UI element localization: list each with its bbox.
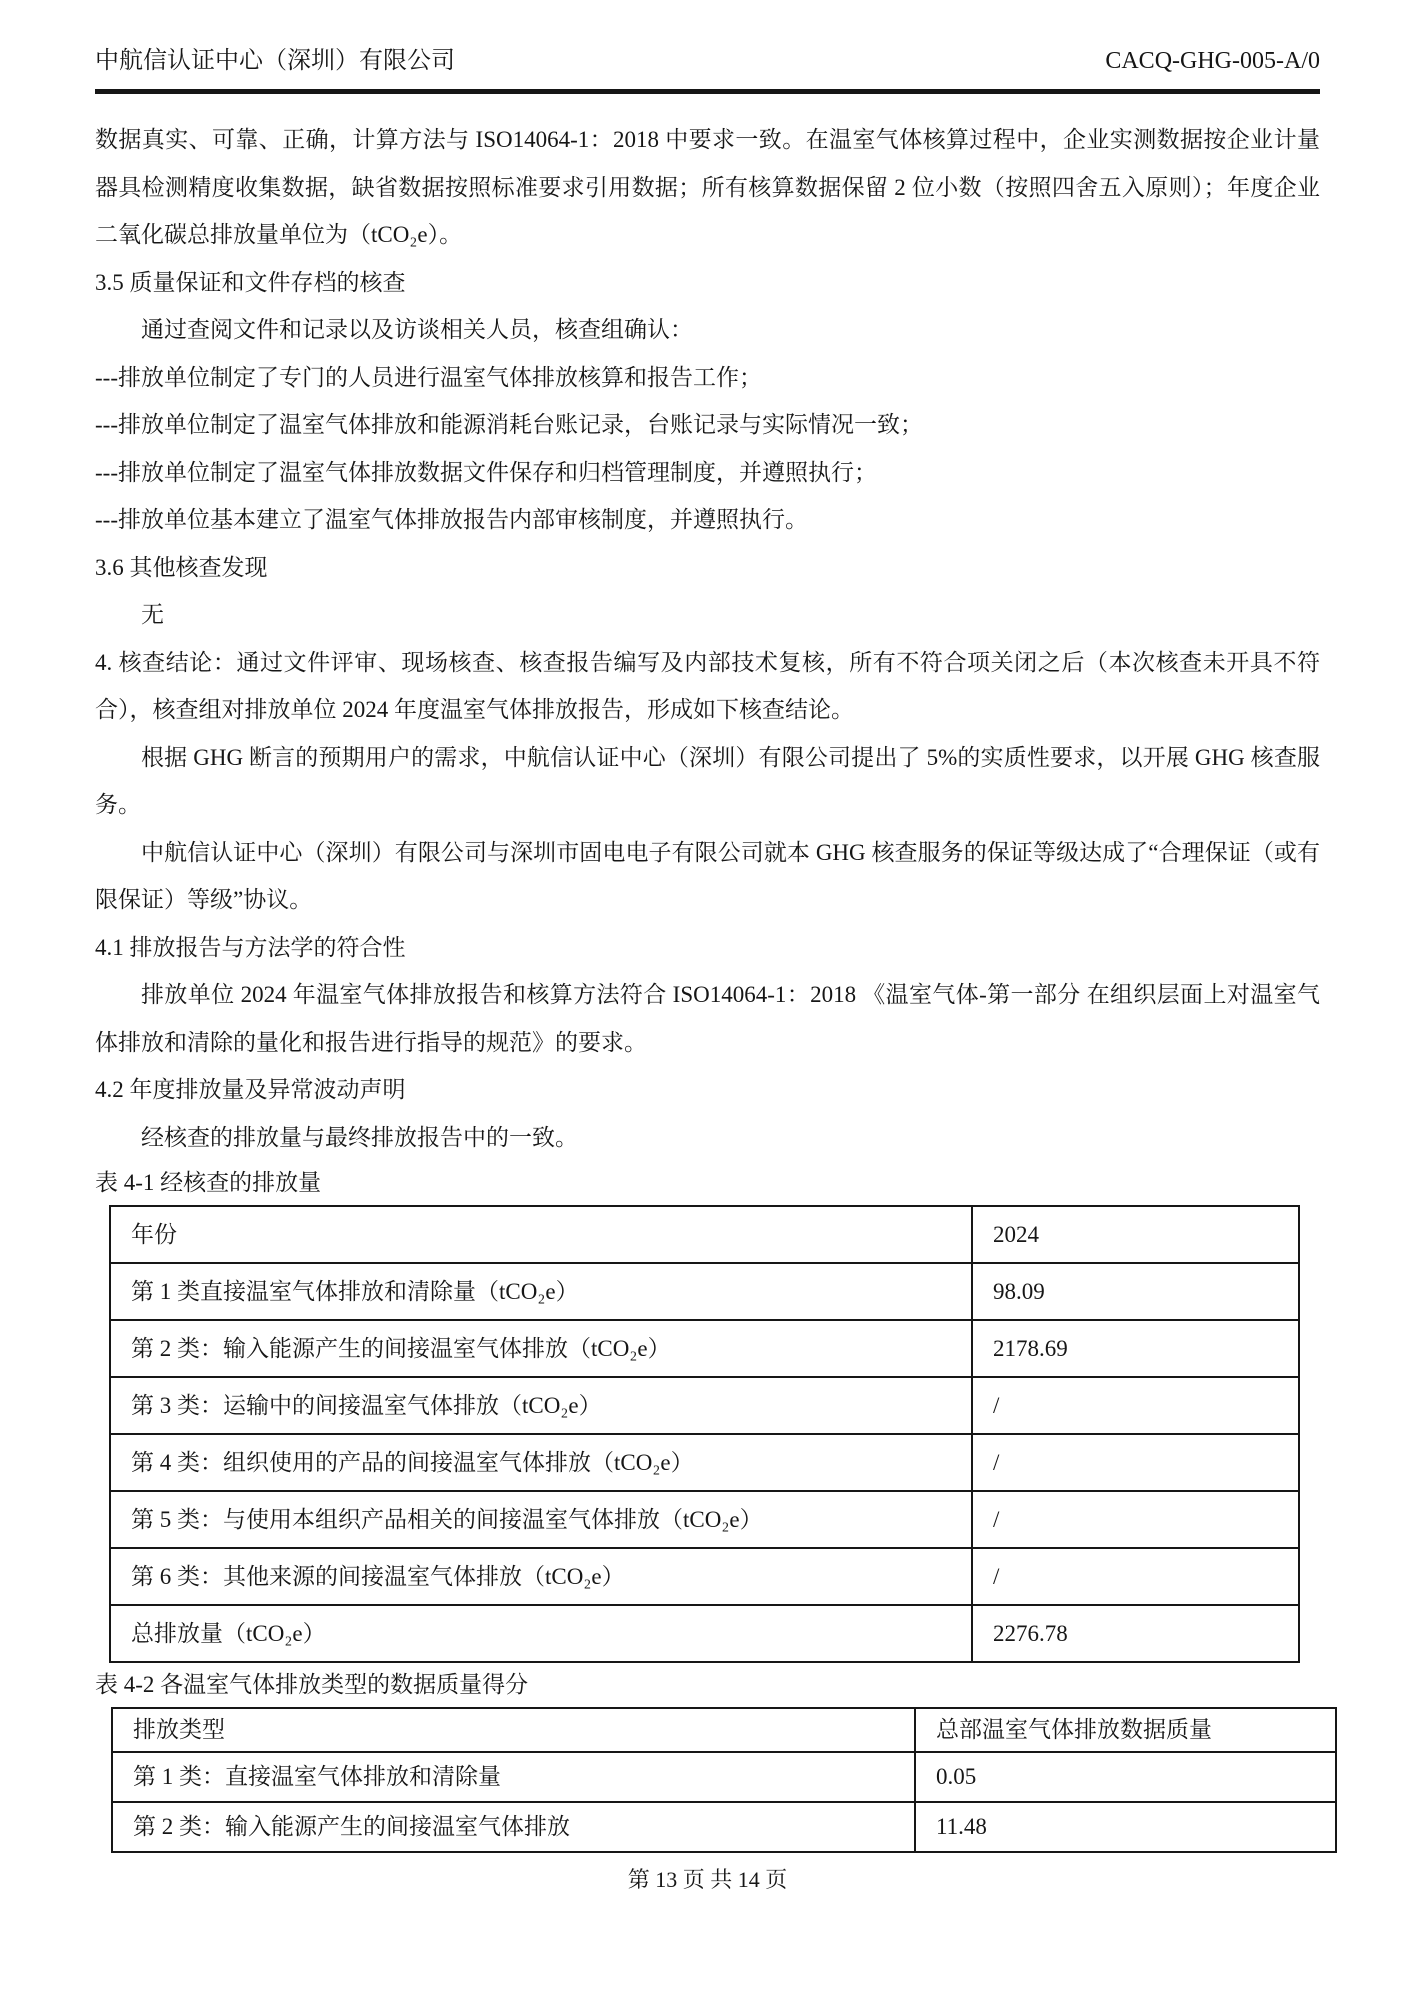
row-label: 第 1 类：直接温室气体排放和清除量 [112, 1752, 915, 1802]
row-value: / [972, 1548, 1299, 1605]
row-value: / [972, 1377, 1299, 1434]
table-row [110, 1263, 1299, 1320]
header-company-name: 中航信认证中心（深圳）有限公司 [95, 48, 455, 74]
document-body [95, 94, 1320, 1895]
row-value: 11.48 [915, 1802, 1336, 1852]
row-label: 第 4 类：组织使用的产品的间接温室气体排放（tCO₂e） [110, 1434, 972, 1491]
table-row [110, 1434, 1299, 1491]
table-row [110, 1548, 1299, 1605]
header-doc-number: CACQ-GHG-005-A/0 [1105, 48, 1320, 74]
table-row [110, 1377, 1299, 1434]
row-value: 2024 [972, 1206, 1299, 1263]
paragraph-materiality-requirement: 根据 GHG 断言的预期用户的需求，中航信认证中心（深圳）有限公司提出了 5%的实质性要求，以开展 GHG 核查服务。 [95, 744, 1320, 817]
paragraph-none-found: 无 [141, 602, 164, 627]
heading-3-6: 3.6 其他核查发现 [95, 554, 268, 580]
list-item-ledger-records: ---排放单位制定了温室气体排放和能源消耗台账记录，台账记录与实际情况一致； [95, 412, 923, 437]
page-number: 第 13 页 共 14 页 [627, 1867, 788, 1892]
table-header-row [112, 1708, 1336, 1752]
paragraph-methodology-compliance: 排放单位 2024 年温室气体排放报告和核算方法符合 ISO14064-1：2018 《温室气体-第一部分 在组织层面上对温室气体排放和清除的量化和报告进行指导的规范》的要求。 [95, 982, 1320, 1055]
row-value: / [972, 1491, 1299, 1548]
row-value: / [972, 1434, 1299, 1491]
page-header [95, 0, 1320, 94]
row-label: 第 2 类：输入能源产生的间接温室气体排放 [112, 1802, 915, 1852]
column-header-emission-type: 排放类型 [112, 1708, 915, 1752]
row-value: 2178.69 [972, 1320, 1299, 1377]
row-value: 2276.78 [972, 1605, 1299, 1662]
row-label: 总排放量（tCO₂e） [110, 1605, 972, 1662]
table-row [110, 1491, 1299, 1548]
table-4-1-caption: 表 4-1 经核查的排放量 [95, 1170, 322, 1195]
list-item-dedicated-personnel: ---排放单位制定了专门的人员进行温室气体排放核算和报告工作； [95, 364, 762, 390]
heading-4-1: 4.1 排放报告与方法学的符合性 [95, 934, 406, 960]
heading-4-2: 4.2 年度排放量及异常波动声明 [95, 1077, 406, 1102]
paragraph-data-accuracy: 数据真实、可靠、正确，计算方法与 ISO14064-1：2018 中要求一致。在温室气体核算过程中，企业实测数据按企业计量器具检测精度收集数据，缺省数据按照标准要求引用数据；所有核算数据保留 2 位小数（按照四舍五入原则）；年度企业二氧化碳总排放量单位为（tCO₂e）。 [95, 127, 1320, 247]
row-value: 0.05 [915, 1752, 1336, 1802]
row-label: 第 3 类：运输中的间接温室气体排放（tCO₂e） [110, 1377, 972, 1434]
row-label: 第 6 类：其他来源的间接温室气体排放（tCO₂e） [110, 1548, 972, 1605]
list-item-archive-management: ---排放单位制定了温室气体排放数据文件保存和归档管理制度，并遵照执行； [95, 459, 877, 485]
paragraph-conclusion: 4. 核查结论：通过文件评审、现场核查、核查报告编写及内部技术复核，所有不符合项关闭之后（本次核查未开具不符合），核查组对排放单位 2024 年度温室气体排放报告，形成如下核查结论。 [95, 649, 1320, 722]
table-4-2-data-quality-scores [111, 1707, 1337, 1853]
list-item-internal-audit: ---排放单位基本建立了温室气体排放报告内部审核制度，并遵照执行。 [95, 507, 808, 532]
row-label: 年份 [110, 1206, 972, 1263]
heading-3-5: 3.5 质量保证和文件存档的核查 [95, 269, 406, 295]
row-label: 第 5 类：与使用本组织产品相关的间接温室气体排放（tCO₂e） [110, 1491, 972, 1548]
table-4-2-caption: 表 4-2 各温室气体排放类型的数据质量得分 [95, 1672, 529, 1697]
table-row [112, 1802, 1336, 1852]
table-row-total [110, 1605, 1299, 1662]
column-header-data-quality: 总部温室气体排放数据质量 [915, 1708, 1336, 1752]
paragraph-emissions-consistent: 经核查的排放量与最终排放报告中的一致。 [141, 1124, 578, 1150]
table-4-1-verified-emissions [109, 1205, 1300, 1663]
paragraph-assurance-agreement: 中航信认证中心（深圳）有限公司与深圳市固电电子有限公司就本 GHG 核查服务的保证等级达成了“合理保证（或有限保证）等级”协议。 [95, 839, 1320, 912]
row-value: 98.09 [972, 1263, 1299, 1320]
table-row [110, 1206, 1299, 1263]
row-label: 第 2 类：输入能源产生的间接温室气体排放（tCO₂e） [110, 1320, 972, 1377]
paragraph-verification-confirm: 通过查阅文件和记录以及访谈相关人员，核查组确认： [141, 317, 693, 342]
row-label: 第 1 类直接温室气体排放和清除量（tCO₂e） [110, 1263, 972, 1320]
table-row [112, 1752, 1336, 1802]
table-row [110, 1320, 1299, 1377]
